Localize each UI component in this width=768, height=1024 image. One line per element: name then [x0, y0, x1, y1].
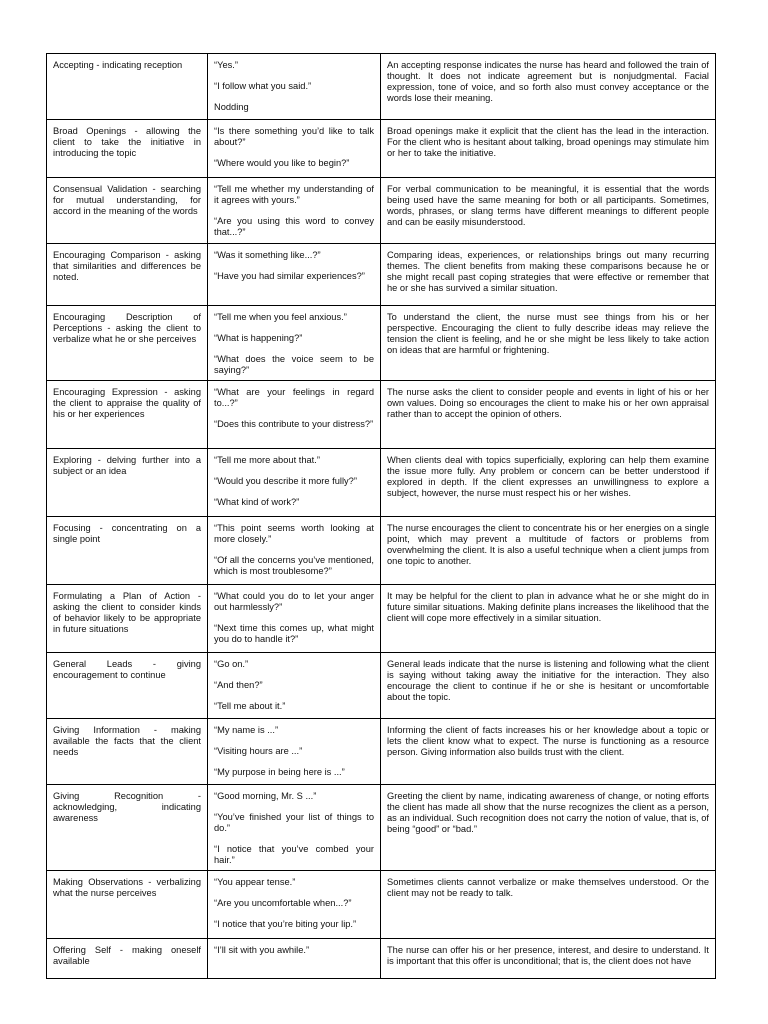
technique-cell: Formulating a Plan of Action - asking the client to consider kinds of behavior likely to be appropriate in future situations: [47, 585, 208, 653]
examples-cell: [208, 381, 381, 449]
examples-cell: [208, 306, 381, 381]
example-text: “Would you describe it more fully?”: [214, 476, 357, 486]
examples-cell: [208, 719, 381, 785]
example-text: “My purpose in being here is ...”: [214, 767, 345, 777]
rationale-cell: The nurse encourages the client to concentrate his or her energies on a single point, which may prevent a multitude of factors or problems from overwhelming the client. It is also a useful technique when a client jumps from one topic to another.: [381, 517, 716, 585]
examples-cell: [208, 449, 381, 517]
example-text: “What is happening?”: [214, 333, 303, 343]
examples-cell: [208, 120, 381, 178]
technique-cell: Consensual Validation - searching for mutual understanding, for accord in the meaning of the words: [47, 178, 208, 244]
rationale-cell: The nurse can offer his or her presence, interest, and desire to understand. It is important that this offer is unconditional; that is, the client does not have: [381, 939, 716, 979]
technique-cell: Broad Openings - allowing the client to take the initiative in introducing the topic: [47, 120, 208, 178]
example-text: “Tell me whether my understanding of it agrees with yours.”: [214, 184, 374, 205]
table-row: [47, 381, 716, 449]
rationale-cell: Informing the client of facts increases his or her knowledge about a topic or lets the client know what to expect. The nurse is functioning as a resource person. Giving information also builds trust with the client.: [381, 719, 716, 785]
rationale-cell: Comparing ideas, experiences, or relationships brings out many recurring themes. The client benefits from making these comparisons because he or she might recall past coping strategies that were effective or remember that he or she has survived a similar situation.: [381, 244, 716, 306]
technique-cell: Exploring - delving further into a subject or an idea: [47, 449, 208, 517]
examples-cell: [208, 585, 381, 653]
example-text: “What kind of work?”: [214, 497, 300, 507]
example-text: “Does this contribute to your distress?”: [214, 419, 374, 429]
example-text: “Tell me about it.”: [214, 701, 286, 711]
example-text: “Where would you like to begin?”: [214, 158, 350, 168]
example-text: “I notice that you’re biting your lip.”: [214, 919, 357, 929]
rationale-cell: The nurse asks the client to consider people and events in light of his or her own values. Doing so encourages the client to make his or her own appraisal rather than to accept the opinion of others.: [381, 381, 716, 449]
examples-cell: [208, 54, 381, 120]
technique-cell: Making Observations - verbalizing what the nurse perceives: [47, 871, 208, 939]
table-row: [47, 178, 716, 244]
rationale-cell: An accepting response indicates the nurse has heard and followed the train of thought. It does not indicate agreement but is nonjudgmental. Facial expression, tone of voice, and so forth also must convey acceptance or the words lose their meaning.: [381, 54, 716, 120]
table-row: [47, 120, 716, 178]
example-text: “Visiting hours are ...”: [214, 746, 303, 756]
rationale-cell: For verbal communication to be meaningful, it is essential that the words being used have the same meaning for both or all participants. Sometimes, words, phrases, or slang terms have different meanings to different people and can be easily misunderstood.: [381, 178, 716, 244]
rationale-cell: Broad openings make it explicit that the client has the lead in the interaction. For the client who is hesitant about talking, broad openings may stimulate him or her to take the initiative.: [381, 120, 716, 178]
rationale-cell: Greeting the client by name, indicating awareness of change, or noting efforts the client has made all show that the nurse recognizes the client as a person, as an individual. Such recognition does not carry the notion of value, that is, of being “good” or “bad.”: [381, 785, 716, 871]
table-row: [47, 939, 716, 979]
table-row: [47, 449, 716, 517]
example-text: “This point seems worth looking at more closely.”: [214, 523, 374, 544]
table-row: [47, 719, 716, 785]
table-row: [47, 54, 716, 120]
technique-cell: Giving Information - making available the facts that the client needs: [47, 719, 208, 785]
technique-cell: General Leads - giving encouragement to continue: [47, 653, 208, 719]
table-row: [47, 653, 716, 719]
table-row: [47, 517, 716, 585]
example-text: “Have you had similar experiences?”: [214, 271, 365, 281]
example-text: “What does the voice seem to be saying?”: [214, 354, 374, 375]
rationale-cell: General leads indicate that the nurse is listening and following what the client is saying without taking away the initiative for the interaction. They also encourage the client to continue if he or she is hesitant or uncomfortable about the topic.: [381, 653, 716, 719]
examples-cell: [208, 653, 381, 719]
table-row: [47, 244, 716, 306]
technique-cell: Focusing - concentrating on a single point: [47, 517, 208, 585]
example-text: “You’ve finished your list of things to do.”: [214, 812, 374, 833]
example-text: “I’ll sit with you awhile.”: [214, 945, 310, 955]
table-row: [47, 871, 716, 939]
example-text: “Good morning, Mr. S ...”: [214, 791, 317, 801]
table-row: [47, 785, 716, 871]
examples-cell: [208, 871, 381, 939]
rationale-cell: When clients deal with topics superficially, exploring can help them examine the issue more fully. Any problem or concern can be better understood if explored in depth. If the client expresses an unwillingness to explore a subject, however, the nurse must respect his or her wishes.: [381, 449, 716, 517]
example-text: “Yes.”: [214, 60, 238, 70]
technique-cell: Accepting - indicating reception: [47, 54, 208, 120]
example-text: “Next time this comes up, what might you do to handle it?”: [214, 623, 374, 644]
example-text: “Tell me more about that.”: [214, 455, 320, 465]
example-text: “I notice that you’ve combed your hair.”: [214, 844, 374, 865]
examples-cell: [208, 939, 381, 979]
technique-cell: Encouraging Expression - asking the client to appraise the quality of his or her experiences: [47, 381, 208, 449]
example-text: “You appear tense.”: [214, 877, 296, 887]
example-text: “My name is ...”: [214, 725, 279, 735]
technique-cell: Encouraging Description of Perceptions - asking the client to verbalize what he or she perceives: [47, 306, 208, 381]
example-text: “Was it something like...?”: [214, 250, 321, 260]
examples-cell: [208, 785, 381, 871]
example-text: “What are your feelings in regard to...?”: [214, 387, 374, 408]
example-text: “Are you uncomfortable when...?”: [214, 898, 352, 908]
examples-cell: [208, 244, 381, 306]
example-text: “Are you using this word to convey that...?”: [214, 216, 374, 237]
rationale-cell: It may be helpful for the client to plan in advance what he or she might do in future similar situations. Making definite plans increases the likelihood that the client will cope more effectively in a similar situation.: [381, 585, 716, 653]
example-text: Nodding: [214, 102, 249, 112]
example-text: “Go on.”: [214, 659, 249, 669]
technique-cell: Encouraging Comparison - asking that similarities and differences be noted.: [47, 244, 208, 306]
technique-cell: Giving Recognition - acknowledging, indicating awareness: [47, 785, 208, 871]
example-text: “Tell me when you feel anxious.”: [214, 312, 347, 322]
technique-cell: Offering Self - making oneself available: [47, 939, 208, 979]
rationale-cell: To understand the client, the nurse must see things from his or her perspective. Encouraging the client to fully describe ideas may relieve the tension the client is feeling, and he or she might be less likely to take action on ideas that are harmful or frightening.: [381, 306, 716, 381]
example-text: “Is there something you’d like to talk about?”: [214, 126, 374, 147]
examples-cell: [208, 517, 381, 585]
example-text: “And then?”: [214, 680, 263, 690]
example-text: “I follow what you said.”: [214, 81, 312, 91]
example-text: “Of all the concerns you’ve mentioned, which is most troublesome?”: [214, 555, 374, 576]
table-row: [47, 306, 716, 381]
examples-cell: [208, 178, 381, 244]
rationale-cell: Sometimes clients cannot verbalize or make themselves understood. Or the client may not be ready to talk.: [381, 871, 716, 939]
techniques-table: [46, 53, 716, 979]
example-text: “What could you do to let your anger out harmlessly?”: [214, 591, 374, 612]
table-row: [47, 585, 716, 653]
